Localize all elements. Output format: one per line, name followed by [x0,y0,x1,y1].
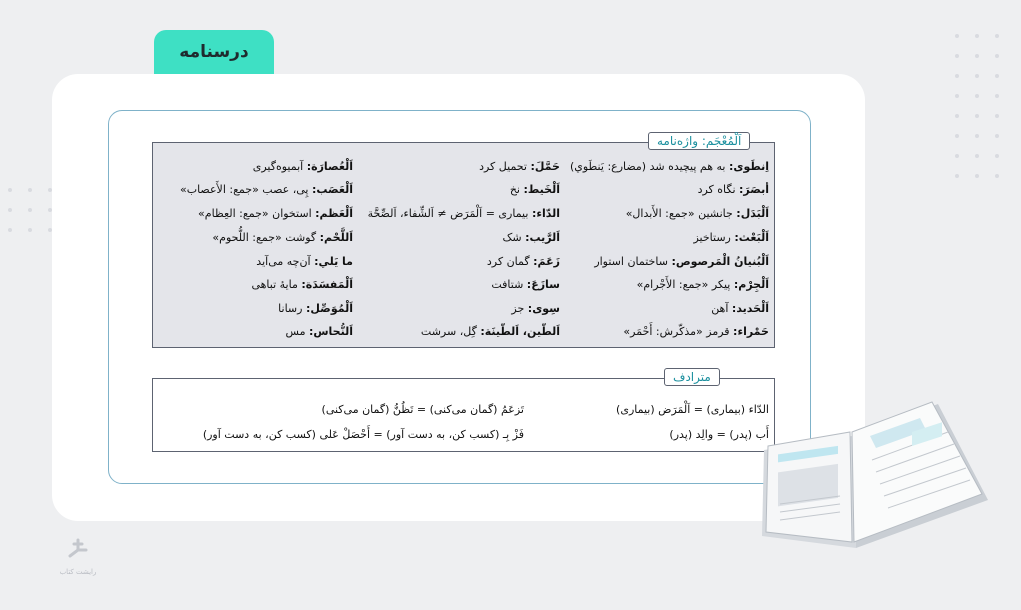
publisher-logo [56,538,100,576]
vocab-entry: اَلْعُصارَة: آبمیوه‌گیری [252,160,353,173]
vocab-entry: اَلْخَیط: نخ [509,183,560,196]
synonym-entry: تَزعَمُ (گمان می‌کنی) = تَظُنُّ (گمان می‌کنی) [321,403,524,416]
vocab-entry: ما یَلي: آن‌چه می‌آید [256,255,353,268]
vocab-entry: اَلطّین، اَلطّینَة: گِل، سرشت [420,325,560,338]
vocab-entry: حَمْراء: قرمز «مذکّرش: أَحْمَر» [623,325,769,338]
vocab-entry: زَعَمَ: گمان کرد [486,255,560,268]
synonyms-title: مترادف [664,368,720,386]
vocab-entry: الدّاء: بیماری = اَلْمَرَض ≠ اَلشِّفاء، اَلصِّحَّة [367,207,560,220]
vocab-entry: اَلْبَدَل: جانشین «جمع: الأَبدال» [625,207,769,220]
vocabulary-title: اَلْمُعْجَم: واژه‌نامه [648,132,750,150]
vocab-entry: اَلْمَفسَدَة: مایهٔ تباهی [251,278,353,291]
vocab-entry: اَلنُّحاس: مس [285,325,353,338]
publisher-logo-icon [66,538,90,564]
vocab-entry: اَلْعَظم: استخوان «جمع: العِظام» [198,207,353,220]
vocab-entry: اَلْحَدید: آهن [711,302,769,315]
decorative-dots [8,188,52,232]
decorative-dots [955,34,999,178]
vocab-entry: حَمَّلَ: تحمیل کرد [479,160,560,173]
synonym-entry: الدّاء (بیماری) = اَلْمَرَض (بیماری) [616,403,769,416]
vocab-entry: اَللَّحْم: گوشت «جمع: اللُّحوم» [212,231,353,244]
vocab-entry: اَلْعَصَب: پِی، عصب «جمع: الأَعصاب» [180,183,353,196]
synonym-entry: أَب (پدر) = والِد (پدر) [669,428,769,441]
vocab-entry: اَلْبُنیانُ الْمَرصوص: ساختمان استوار [594,255,769,268]
vocab-entry: اِنطَوی: به هم پیچیده شد (مضارع: یَنطَوي) [569,160,769,173]
vocab-entry: سازَعَ: شتافت [491,278,560,291]
lesson-tab[interactable]: درسنامه [154,30,274,74]
vocab-entry: اَلْبَعْث: رستاخیز [693,231,769,244]
book-illustration [752,396,1002,560]
vocab-entry: اَلرَّیب: شک [502,231,560,244]
vocab-entry: اَلْمُوَصِّل: رسانا [278,302,353,315]
synonym-entry: فَزْ بِـ (کسب کن، به دست آور) = أَحْصَلْ عَلی (کسب کن، به دست آور) [202,428,524,441]
vocab-entry: أبصَرَ: نگاه کرد [697,183,769,196]
vocab-entry: سِوی: جز [511,302,560,315]
publisher-name: رایشت کتاب [59,568,97,576]
vocab-entry: اَلْجِرْم: پیکر «جمع: الأَجْرام» [636,278,769,291]
